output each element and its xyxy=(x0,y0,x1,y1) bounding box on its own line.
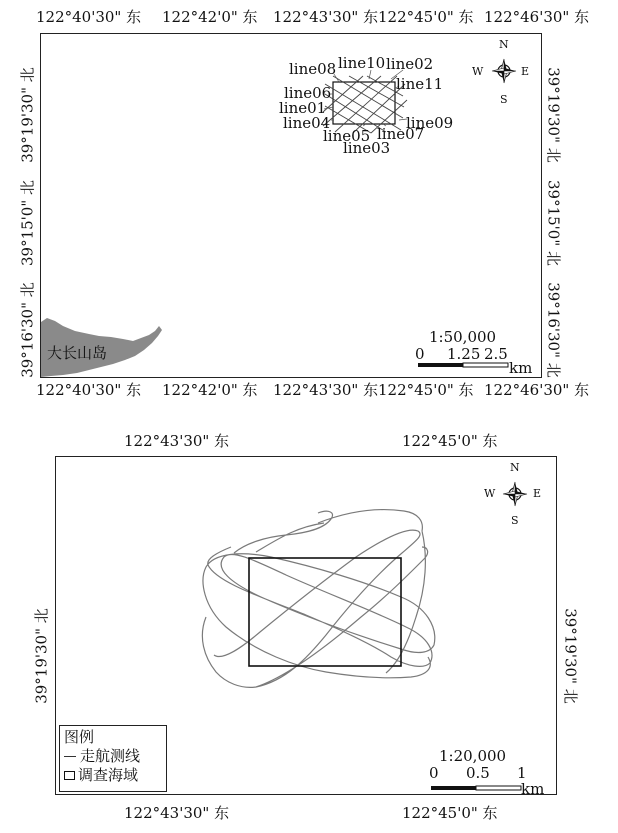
bottom-scale-ratio: 1:20,000 xyxy=(439,747,507,765)
top-map-bottom-lon-1: 122°40'30" 东 xyxy=(36,381,142,399)
line-label-line07: line07 xyxy=(377,125,425,143)
top-map-bottom-lon-2: 122°42'0" 东 xyxy=(162,381,258,399)
top-compass-icon xyxy=(492,59,516,83)
top-map-frame xyxy=(40,33,542,378)
bottom-scale-bar-black xyxy=(431,786,476,790)
top-map-bottom-lon-4: 122°45'0" 东 xyxy=(378,381,474,399)
bottom-compass-w: W xyxy=(484,487,496,500)
area-rect-swatch-icon xyxy=(64,771,75,780)
top-map-top-lon-5: 122°46'30" 东 xyxy=(484,8,590,26)
top-scale-tick-2: 2.5 xyxy=(484,345,508,363)
top-map-top-lon-2: 122°42'0" 东 xyxy=(162,8,258,26)
legend-area-label: 调查海域 xyxy=(78,766,139,784)
bottom-compass-icon xyxy=(503,482,527,506)
top-compass-w: W xyxy=(472,65,484,78)
top-map-right-lat-2: 39°15'0" 北 xyxy=(544,179,563,267)
line-label-line05: line05 xyxy=(323,127,371,145)
bottom-scale-unit: km xyxy=(521,780,545,798)
top-map-top-lon-4: 122°45'0" 东 xyxy=(378,8,474,26)
top-map-left-lat-2: 39°15'0" 北 xyxy=(18,179,37,267)
top-compass-s: S xyxy=(500,93,508,106)
line-label-line04: line04 xyxy=(283,114,331,132)
bottom-scale-tick-1: 0.5 xyxy=(466,764,490,782)
top-scale-bar-white xyxy=(463,363,508,367)
track-line-swatch-icon xyxy=(64,756,76,757)
legend-title: 图例 xyxy=(64,728,95,746)
legend-row-area xyxy=(64,766,162,785)
top-scale-bar-black xyxy=(418,363,463,367)
line-label-line09: line09 xyxy=(406,114,454,132)
legend-track-label: 走航测线 xyxy=(80,747,141,765)
legend-row-track xyxy=(64,747,162,766)
bottom-map-left-lat: 39°19'30" 北 xyxy=(32,608,51,704)
top-map-bottom-lon-3: 122°43'30" 东 xyxy=(273,381,379,399)
map-legend xyxy=(59,725,167,792)
bottom-scale-bar-white xyxy=(476,786,521,790)
top-map-top-lon-1: 122°40'30" 东 xyxy=(36,8,142,26)
line-label-line10: line10 xyxy=(338,54,386,72)
bottom-map-frame xyxy=(55,456,557,798)
bottom-map-bottom-lon-1: 122°43'30" 东 xyxy=(124,804,230,822)
top-compass-n: N xyxy=(499,38,509,51)
bottom-compass-e: E xyxy=(533,487,542,500)
line-label-line01: line01 xyxy=(279,99,327,117)
line-label-line06: line06 xyxy=(284,84,332,102)
top-map-top-lon-3: 122°43'30" 东 xyxy=(273,8,379,26)
top-scale-unit: km xyxy=(509,359,533,377)
top-map-left-lat-1: 39°19'30" 北 xyxy=(18,67,37,163)
line-label-line02: line02 xyxy=(386,55,434,73)
top-map-right-lat-1: 39°19'30" 北 xyxy=(544,67,563,163)
bottom-compass-n: N xyxy=(510,461,520,474)
top-compass-e: E xyxy=(521,65,530,78)
bottom-map-right-lat: 39°19'30" 北 xyxy=(561,608,580,704)
bottom-compass-s: S xyxy=(511,514,519,527)
top-scale-tick-0: 0 xyxy=(415,345,425,363)
survey-track xyxy=(202,510,434,688)
top-map-bottom-lon-5: 122°46'30" 东 xyxy=(484,381,590,399)
bottom-map-bottom-lon-2: 122°45'0" 东 xyxy=(402,804,498,822)
top-map-right-lat-3: 39°16'30" 北 xyxy=(544,282,563,378)
top-map-left-lat-3: 39°16'30" 北 xyxy=(18,282,37,378)
top-scale-ratio: 1:50,000 xyxy=(429,328,497,346)
line-label-line08: line08 xyxy=(289,60,337,78)
bottom-map-top-lon-1: 122°43'30" 东 xyxy=(124,432,230,450)
top-scale-tick-1: 1.25 xyxy=(447,345,481,363)
bottom-scale-tick-0: 0 xyxy=(429,764,439,782)
bottom-map-top-lon-2: 122°45'0" 东 xyxy=(402,432,498,450)
line-label-line03: line03 xyxy=(343,139,391,157)
bottom-scale-tick-2: 1 xyxy=(517,764,527,782)
island-label: 大长山岛 xyxy=(47,344,108,362)
line-label-line11: line11 xyxy=(396,75,444,93)
top-survey-area xyxy=(333,82,395,124)
